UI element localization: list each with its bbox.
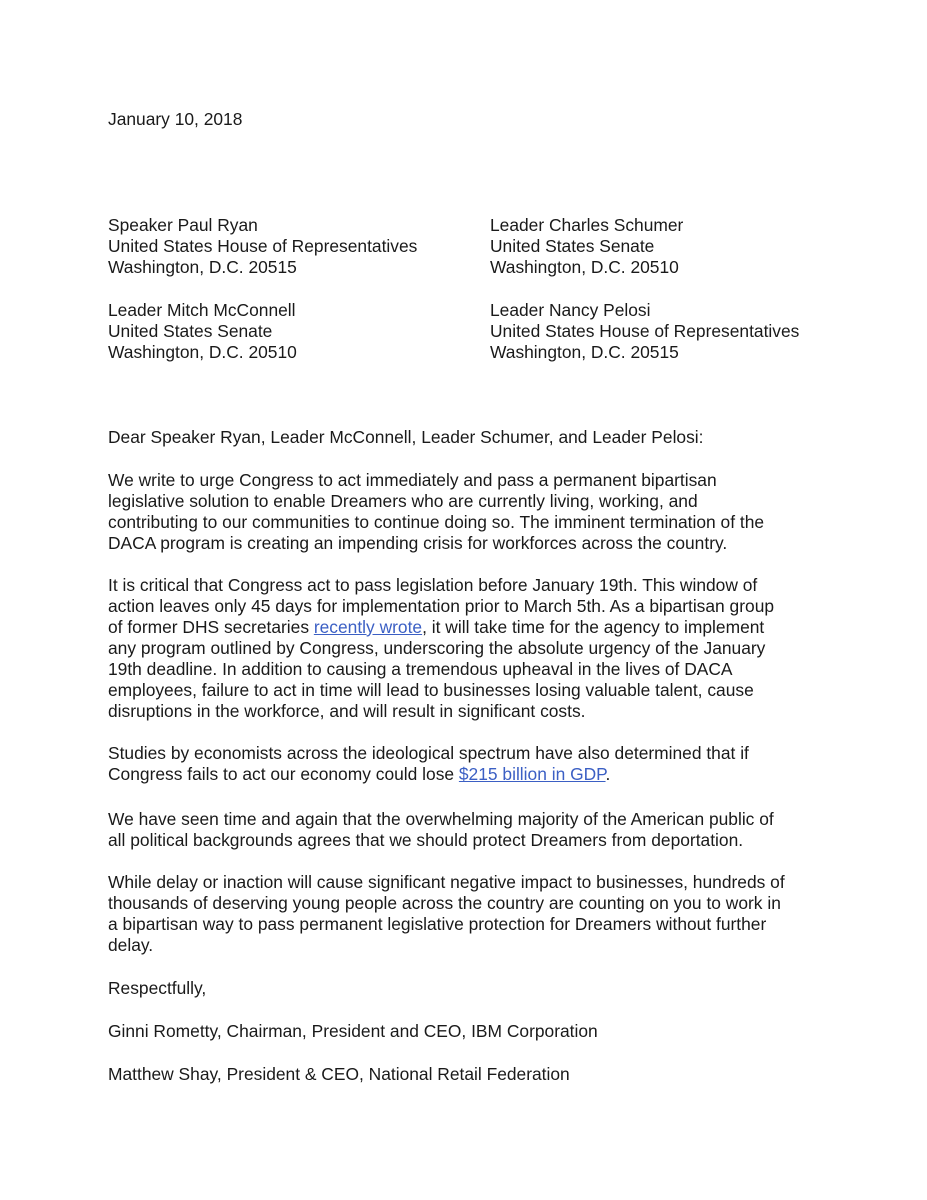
addressee-office: United States House of Representatives [490,321,800,341]
text-line [108,764,828,785]
addressee-address: Washington, D.C. 20515 [490,342,679,362]
addressee-address: Washington, D.C. 20510 [108,342,297,362]
text-line: contributing to our communities to continue doing so. The imminent termination of the [108,512,765,532]
addressee-office: United States Senate [108,321,273,341]
text-segment: , it will take time for the agency to implement [422,617,765,637]
text-line: action leaves only 45 days for implementation prior to March 5th. As a bipartisan group [108,596,775,616]
text-segment: of former DHS secretaries [108,617,314,637]
text-line: delay. [108,935,154,955]
text-line: disruptions in the workforce, and will result in significant costs. [108,701,586,721]
signatory-rometty: Ginni Rometty, Chairman, President and CEO, IBM Corporation [108,1021,598,1041]
addressee-name: Leader Nancy Pelosi [490,300,651,320]
text-line: a bipartisan way to pass permanent legislative protection for Dreamers without further [108,914,767,934]
paragraph-public-support [108,809,828,851]
recently-wrote-link[interactable]: recently wrote [313,617,423,637]
text-line: DACA program is creating an impending crisis for workforces across the country. [108,533,728,553]
text-segment: Congress fails to act our economy could lose [108,764,459,784]
text-line: legislative solution to enable Dreamers who are currently living, working, and [108,491,698,511]
paragraph-closing-appeal [108,872,828,956]
text-line: Studies by economists across the ideological spectrum have also determined that if [108,743,749,763]
addressee-name: Speaker Paul Ryan [108,215,258,235]
letter-date: January 10, 2018 [108,109,243,129]
addressee-schumer [490,215,683,278]
addressee-address: Washington, D.C. 20515 [108,257,297,277]
text-line [108,617,828,638]
text-line: We write to urge Congress to act immediately and pass a permanent bipartisan [108,470,717,490]
paragraph-urge-congress [108,470,828,554]
text-line: While delay or inaction will cause significant negative impact to businesses, hundreds of [108,872,785,892]
text-line: any program outlined by Congress, underscoring the absolute urgency of the January [108,638,766,658]
addressee-mcconnell [108,300,297,363]
addressee-office: United States Senate [490,236,655,256]
addressee-name: Leader Charles Schumer [490,215,684,235]
paragraph-deadline [108,575,828,722]
salutation: Dear Speaker Ryan, Leader McConnell, Leader Schumer, and Leader Pelosi: [108,427,704,447]
text-line: We have seen time and again that the overwhelming majority of the American public of [108,809,774,829]
gdp-link[interactable]: $215 billion in GDP [458,764,606,784]
text-segment: . [605,764,611,784]
addressee-pelosi [490,300,799,363]
text-line: all political backgrounds agrees that we should protect Dreamers from deportation. [108,830,744,850]
signatory-shay: Matthew Shay, President & CEO, National Retail Federation [108,1064,570,1084]
text-line: It is critical that Congress act to pass legislation before January 19th. This window of [108,575,758,595]
text-line: thousands of deserving young people across the country are counting on you to work in [108,893,781,913]
closing: Respectfully, [108,978,207,998]
text-line: 19th deadline. In addition to causing a tremendous upheaval in the lives of DACA [108,659,733,679]
addressee-address: Washington, D.C. 20510 [490,257,679,277]
addressee-name: Leader Mitch McConnell [108,300,296,320]
text-line: employees, failure to act in time will lead to businesses losing valuable talent, cause [108,680,754,700]
addressee-office: United States House of Representatives [108,236,418,256]
addressee-ryan [108,215,417,278]
paragraph-gdp [108,743,828,785]
